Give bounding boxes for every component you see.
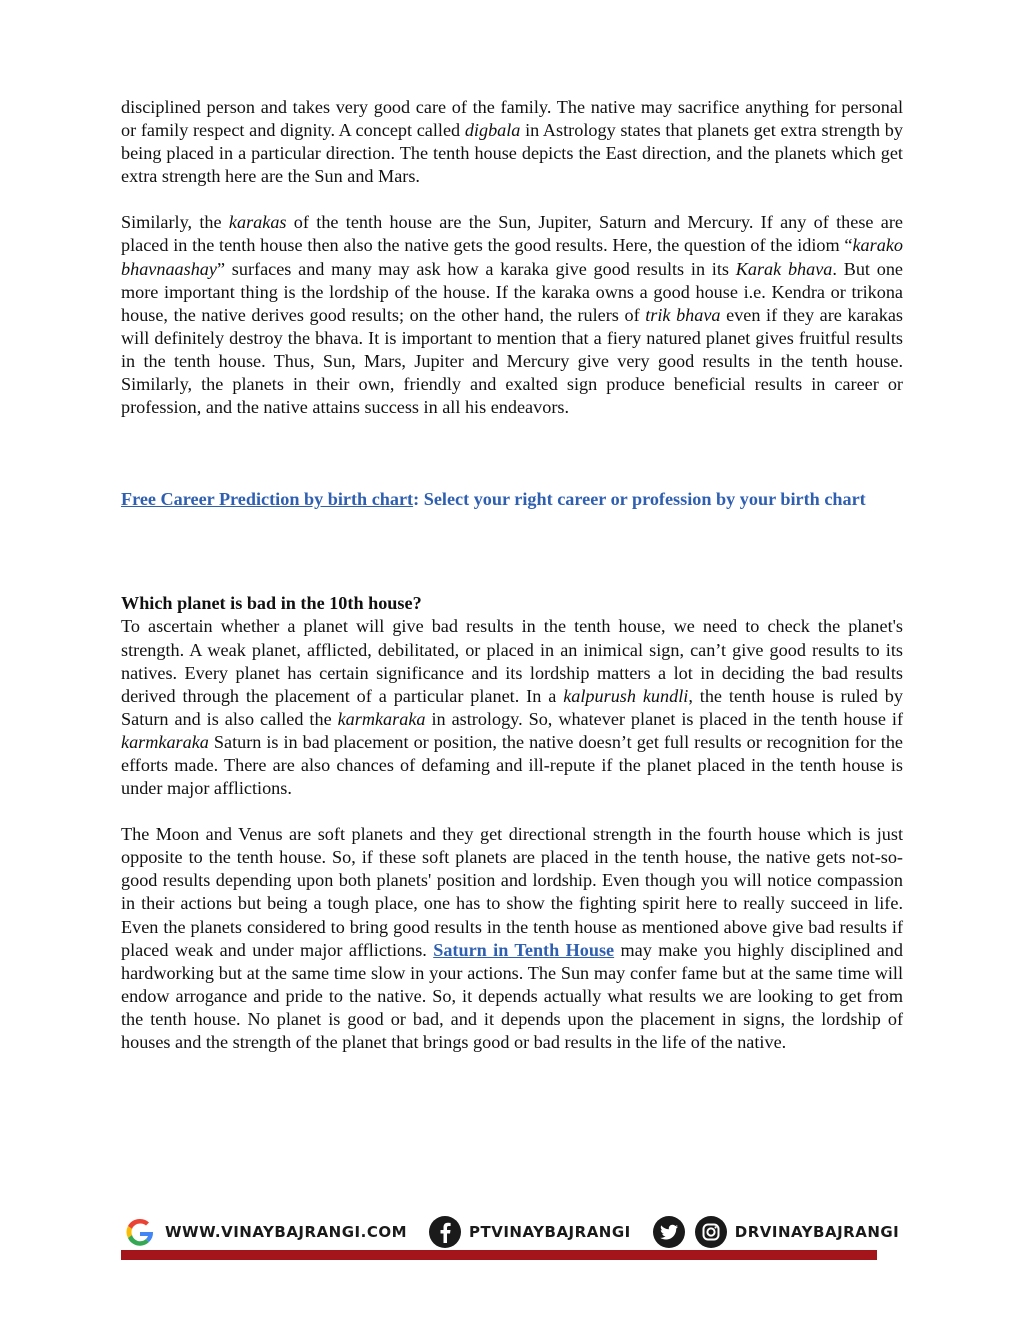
term-karmkaraka: karmkaraka [121,731,209,752]
text-run: ” surfaces and many may ask how a karaka give good results in its [216,258,736,279]
term-trik-bhava: trik bhava [645,304,721,325]
website-url[interactable]: WWW.VINAYBAJRANGI.COM [165,1223,408,1241]
text-run: Saturn is in bad placement or position, the native doesn’t get full results or recognition for the efforts made. There are also chances of defaming and ill-repute if the planet placed in the tenth house is under major afflictions. [121,731,903,799]
instagram-icon[interactable] [693,1214,729,1250]
paragraph-digbala [121,96,903,188]
paragraph-bad-planet [121,615,903,800]
term-karak-bhava: Karak bhava [735,258,833,279]
career-prediction-heading [121,488,903,511]
text-run: , the tenth house is ruled by Saturn and is also called the [121,685,903,729]
career-prediction-tagline: : Select your right career or profession by your birth chart [413,489,866,510]
text-run: may make you highly disciplined and hardworking but at the same time slow in your actions. The Sun may confer fame but at the same time will endow arrogance and pride to the native. So, it depends actually what results we are looking to get from the tenth house. No planet is good or bad, and it depends upon the placement in signs, the lordship of houses and the strength of the planet that brings good or bad results in the life of the native. [121,939,903,1052]
paragraph-karakas [121,211,903,419]
google-icon[interactable] [121,1213,159,1251]
term-karako-bhavnaashay: karako bhavnaashay [121,235,903,279]
text-run: Similarly, the [121,212,229,233]
social-handle[interactable]: DRVINAYBAJRANGI [734,1223,900,1241]
facebook-icon[interactable] [427,1214,463,1250]
text-run: in Astrology states that planets get extra strength by being placed in a particular direction. The tenth house depicts the East direction, and the planets which get extra strength here are the Sun and Mars. [121,120,903,187]
text-run: in astrology. So, whatever planet is placed in the tenth house if [425,708,903,729]
term-digbala: digbala [464,120,521,141]
text-run: To ascertain whether a planet will give bad results in the tenth house, we need to check the planet's strength. A weak planet, afflicted, debilitated, or placed in an inimical sign, can’t give good results to its natives. Every planet has certain significance and its lordship matters a lot in deciding the bad results derived through the placement of a particular planet. In a [121,616,903,706]
career-prediction-link[interactable]: Free Career Prediction by birth chart [121,489,414,510]
text-run: . But one more important thing is the lordship of the house. If the karaka owns a good house i.e. Kendra or trikona house, the native derives good results; on the other hand, the rulers of [121,258,903,325]
term-karakas: karakas [228,212,287,233]
facebook-handle[interactable]: PTVINAYBAJRANGI [469,1223,631,1241]
paragraph-moon-venus [121,823,903,1054]
text-run: even if they are karakas will definitely destroy the bhava. It is important to mention that a fiery natured planet gives fruitful results in the tenth house. Thus, Sun, Mars, Jupiter and Mercury give very good results in the tenth house. Similarly, the planets in their own, friendly and exalted sign produce beneficial results in career or profession, and the native attains success in all his endeavors. [121,304,903,418]
text-run: of the tenth house are the Sun, Jupiter, Saturn and Mercury. If any of these are placed in the tenth house then also the native gets the good results. Here, the question of the idiom “ [121,212,904,256]
saturn-tenth-house-link[interactable]: Saturn in Tenth House [433,939,615,960]
twitter-icon[interactable] [651,1214,687,1250]
term-karmkaraka: karmkaraka [337,708,426,729]
section-heading: Which planet is bad in the 10th house? [121,593,422,614]
text-run: The Moon and Venus are soft planets and they get directional strength in the fourth house which is just opposite to the tenth house. So, if these soft planets are placed in the tenth house, the native gets not-so-good results depending upon both planets' position and lordship. Even though you will notice compassion in their actions but being a tough place, one has to show the fighting spirit here to really succeed in life. Even the planets considered to bring good results in the tenth house as mentioned above give bad results if placed weak and under major afflictions. [121,824,903,960]
term-kalpurush-kundli: kalpurush kundli [563,685,689,706]
document-page [121,96,903,1054]
text-run: disciplined person and takes very good care of the family. The native may sacrifice anything for personal or family respect and dignity. A concept called [121,97,903,141]
footer-accent-bar [121,1250,877,1260]
footer-banner [121,1212,900,1262]
